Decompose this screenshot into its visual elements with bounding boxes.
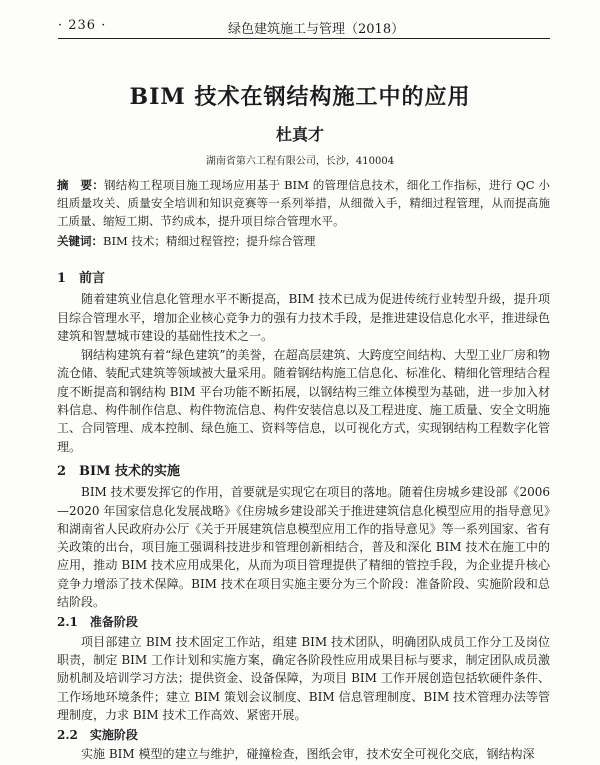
subsection-heading-preparation: 2.1 准备阶段 [57, 615, 138, 630]
keywords-label: 关键词： [57, 234, 103, 248]
paragraph: 随着建筑业信息化管理水平不断提高，BIM 技术已成为促进传统行业转型升级，提升项目综合管理水平，增加企业核心竞争力的强有力技术手段，是推进建设信息化水平，推进绿色建筑和智慧城市建设的基础性技术之一。 [57, 292, 550, 343]
author-name: 杜真才 [275, 125, 324, 144]
running-header [58, 16, 550, 39]
page-number: · 236 · [58, 18, 107, 33]
abstract-label: 摘 要： [57, 178, 104, 192]
keywords-text: BIM 技术；精细过程管控；提升综合管理 [103, 234, 316, 248]
journal-name: 绿色建筑施工与管理（2018） [228, 22, 405, 37]
subsection-heading-implementation: 2.2 实施阶段 [57, 728, 138, 743]
paragraph: 实施 BIM 模型的建立与维护，碰撞检查，图纸会审，技术安全可视化交底，钢结构深 [81, 747, 535, 762]
keywords [57, 232, 550, 250]
section-heading-bim-implementation: 2 BIM 技术的实施 [57, 463, 181, 479]
abstract [57, 176, 550, 230]
affiliation: 湖南省第六工程有限公司，长沙，410004 [205, 156, 395, 167]
abstract-text: 钢结构工程项目施工现场应用基于 BIM 的管理信息技术，细化工作指标，进行 QC 小组质量攻关、质量安全培训和知识竞赛等一系列举措，从细微入手，精细过程管理，从而提高施工质量、缩短工期、节约成本，提升项目综合管理水平。 [57, 178, 551, 228]
paragraph: BIM 技术要发挥它的作用，首要就是实现它在项目的落地。随着住房城乡建设部《2006—2020 年国家信息化发展战略》《住房城乡建设部关于推进建筑信息化模型应用的指导意见》和湖南省人民政府办公厅《关于开展建筑信息模型应用工作的指导意见》等一系列国家、省有关政策的出台，项目施工强调科技进步和管理创新相结合，普及和深化 BIM 技术在施工中的应用，推动 BIM 技术应用成果化，从而为项目管理提供了精细的管控手段，为企业提升核心竞争力增添了技术保障。BIM 技术在项目实施主要分为三个阶段：准备阶段、实施阶段和总结阶段。 [57, 485, 550, 610]
paragraph: 项目部建立 BIM 技术固定工作站，组建 BIM 技术团队，明确团队成员工作分工及岗位职责，制定 BIM 工作计划和实施方案，确定各阶段性应用成果目标与要求，制定团队成员激励机制及培训学习方法；提供资金、设备保障，为项目 BIM 工作开展创造包括软硬件条件、工作场地环境条件；建立 BIM 策划会议制度、BIM 信息管理制度、BIM 技术管理办法等管理制度，力求 BIM 技术工作高效、紧密开展。 [57, 634, 550, 722]
section-heading-introduction: 1 前言 [57, 271, 106, 286]
paragraph: 钢结构建筑有着“绿色建筑”的美誉，在超高层建筑、大跨度空间结构、大型工业厂房和物流仓储、装配式建筑等领域被大量采用。随着钢结构施工信息化、标准化、精细化管理结合程度不断提高和钢结构 BIM 平台功能不断拓展，以钢结构三维立体模型为基础，进一步加入材料信息、构件制作信息、构件物流信息、构件安装信息以及工程进度、施工质量、安全文明施工、合同管理、成本控制、绿色施工、资料等信息，以可视化方式，实现钢结构工程数字化管理。 [57, 348, 550, 454]
body-text [57, 270, 550, 765]
paper-title: BIM 技术在钢结构施工中的应用 [129, 84, 471, 110]
